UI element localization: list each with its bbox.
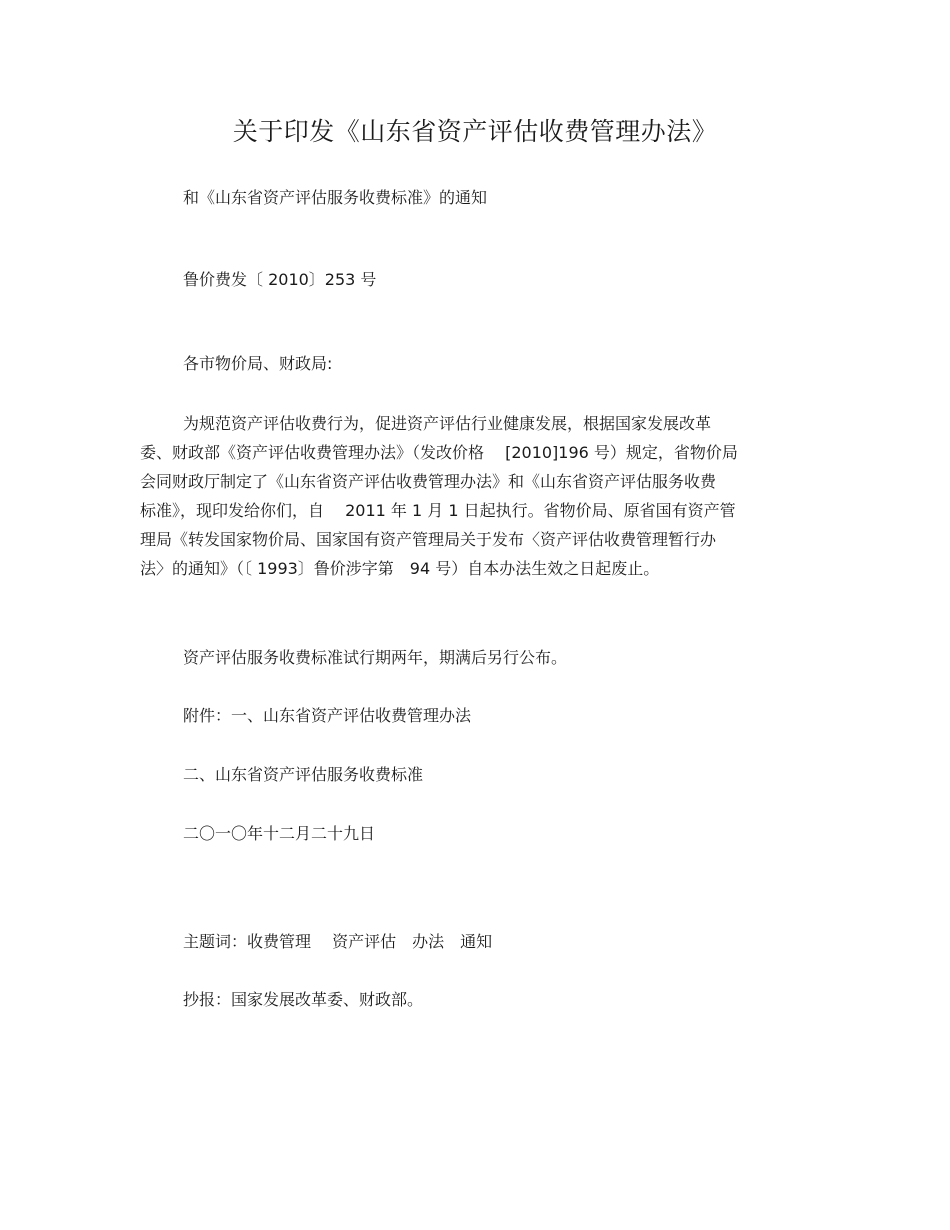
document-number: 鲁价费发〔 2010〕253 号: [183, 270, 377, 289]
cc-line: 抄报：国家发展改革委、财政部。: [183, 990, 424, 1009]
attachment-item-1: 附件：一、山东省资产评估收费管理办法: [183, 706, 472, 725]
addressee: 各市物价局、财政局:: [183, 354, 333, 373]
body-line: 会同财政厅制定了《山东省资产评估收费管理办法》和《山东省资产评估服务收费: [140, 472, 717, 491]
document-subtitle: 和《山东省资产评估服务收费标准》的通知: [183, 188, 488, 207]
body-paragraph: [140, 409, 800, 583]
body-line: 委、财政部《资产评估收费管理办法》（发改价格 [2010]196 号）规定，省物价局: [140, 443, 738, 462]
subject-keywords: 主题词：收费管理 资产评估 办法 通知: [183, 932, 493, 951]
body-line: 法〉的通知》（〔 1993〕鲁价涉字第 94 号）自本办法生效之日起废止。: [140, 559, 660, 578]
trial-note: 资产评估服务收费标准试行期两年，期满后另行公布。: [183, 648, 568, 667]
body-line: 为规范资产评估收费行为，促进资产评估行业健康发展，根据国家发展改革: [183, 414, 712, 433]
body-line: 理局《转发国家物价局、国家国有资产管理局关于发布〈资产评估收费管理暂行办: [140, 530, 717, 549]
attachment-item-2: 二、山东省资产评估服务收费标准: [183, 765, 424, 784]
document-title: 关于印发《山东省资产评估收费管理办法》: [232, 117, 718, 146]
body-line: 标准》，现印发给你们，自 2011 年 1 月 1 日起执行。省物价局、原省国有资产管: [140, 501, 736, 520]
document-date: 二〇一〇年十二月二十九日: [183, 824, 376, 843]
